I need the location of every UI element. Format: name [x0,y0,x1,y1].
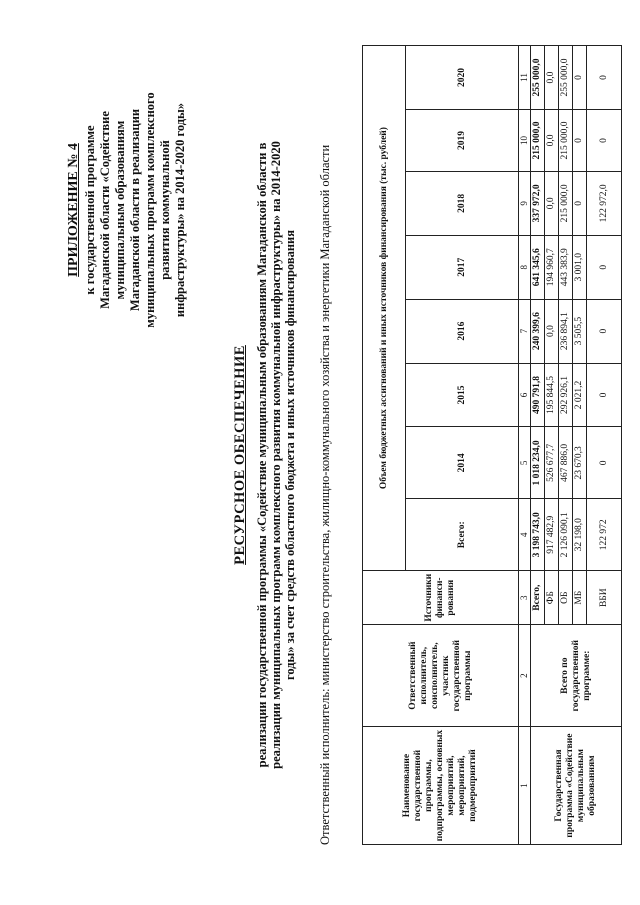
column-number: 7 [519,299,531,363]
row-value: 0 [587,363,622,427]
row-value: 292 926,1 [559,363,573,427]
row-value: 0 [573,109,587,171]
appendix-line: к государственной программе [83,125,97,295]
row-value: 195 844,5 [545,363,559,427]
row-value: 255 000,0 [559,46,573,110]
row-value: 0,0 [545,46,559,110]
row-value: 23 670,3 [573,427,587,499]
row-value: 0 [587,235,622,299]
header-name: Наименование государственной программы, подпрограммы, основных мероприятий, мероприятий, подмероприятий [363,727,519,845]
document-heading [232,45,297,865]
row-value: 337 972,0 [531,171,545,235]
row-value: 0 [587,299,622,363]
row-value: 1 018 234,0 [531,427,545,499]
row-source: Всего, [531,571,545,625]
row-source: ФБ [545,571,559,625]
column-number: 4 [519,499,531,571]
row-value: 0,0 [545,109,559,171]
responsible-executor: Ответственный исполнитель: министерство строительства, жилищно-коммунального хозяйства и энергетики Магаданской области [318,144,332,845]
header-year: 2020 [406,46,519,110]
row-value: 917 482,9 [545,499,559,571]
appendix-line: инфраструктуры» на 2014-2020 годы» [173,102,187,318]
header-year: 2014 [406,427,519,499]
row-value: 3 198 743,0 [531,499,545,571]
row-value: 255 000,0 [531,46,545,110]
header-year: 2017 [406,235,519,299]
appendix-block [66,45,188,375]
row-value: 3 001,0 [573,235,587,299]
row-value: 122 972 [587,499,622,571]
document-subtitle: реализации муниципальных программ комплексного развития коммунальной инфраструктуры» на 2014-2020 [269,141,283,769]
row-source: МБ [573,571,587,625]
header-volume: Объем бюджетных ассигнований и иных источников финансирования (тыс. рублей) [363,46,406,571]
row-value: 215 000,0 [559,171,573,235]
row-value: 490 791,8 [531,363,545,427]
header-year: 2015 [406,363,519,427]
document-title: РЕСУРСНОЕ ОБЕСПЕЧЕНИЕ [232,345,248,565]
row-value: 122 972,0 [587,171,622,235]
document-subtitle: реализации государственной программы «Содействие муниципальным образованиям Магаданской области в [255,142,269,768]
column-number: 8 [519,235,531,299]
row-value: 215 000,0 [559,109,573,171]
document-subtitle: годы» за счет средств областного бюджета и иных источников финансирования [283,229,297,681]
header-year: 2019 [406,109,519,171]
header-executor: Ответственный исполнитель, соисполнитель, участник государственной программы [363,625,519,727]
header-year: 2016 [406,299,519,363]
row-value: 0 [587,427,622,499]
column-number: 9 [519,171,531,235]
appendix-line: муниципальным образованиям [113,120,127,300]
row-value: 215 000,0 [531,109,545,171]
row-value: 0 [573,171,587,235]
row-value: 0 [587,46,622,110]
column-number: 10 [519,109,531,171]
row-value: 236 894,1 [559,299,573,363]
row-value: 0,0 [545,299,559,363]
row-value: 240 399,6 [531,299,545,363]
column-number: 11 [519,46,531,110]
row-program-name: Государственная программа «Содействие муниципальным образованиям [531,727,622,845]
row-source: ВБИ [587,571,622,625]
header-year: 2018 [406,171,519,235]
row-executor: Всего по государственной программе: [531,625,622,727]
table-row [531,46,545,845]
row-value: 0 [573,46,587,110]
column-number: 5 [519,427,531,499]
appendix-line: Магаданской области «Содействие [98,111,112,309]
column-number: 2 [519,625,531,727]
column-number: 1 [519,727,531,845]
row-value: 3 505,5 [573,299,587,363]
appendix-line: муниципальных программ комплексного [143,92,157,328]
row-value: 641 345,6 [531,235,545,299]
row-value: 0,0 [545,171,559,235]
appendix-line: Магаданской области в реализации [128,108,142,312]
appendix-line: развития коммунальной [158,140,172,280]
column-number-row [519,46,531,845]
row-value: 0 [587,109,622,171]
column-number: 6 [519,363,531,427]
column-number: 3 [519,571,531,625]
row-value: 526 677,7 [545,427,559,499]
row-value: 443 383,9 [559,235,573,299]
row-value: 467 886,0 [559,427,573,499]
resource-table [362,45,622,845]
header-total: Всего: [406,499,519,571]
row-source: ОБ [559,571,573,625]
row-value: 32 198,0 [573,499,587,571]
row-value: 2 126 090,1 [559,499,573,571]
header-source: Источники финанси- рования [363,571,519,625]
row-value: 194 960,7 [545,235,559,299]
appendix-number: ПРИЛОЖЕНИЕ № 4 [66,143,81,277]
row-value: 2 021,2 [573,363,587,427]
